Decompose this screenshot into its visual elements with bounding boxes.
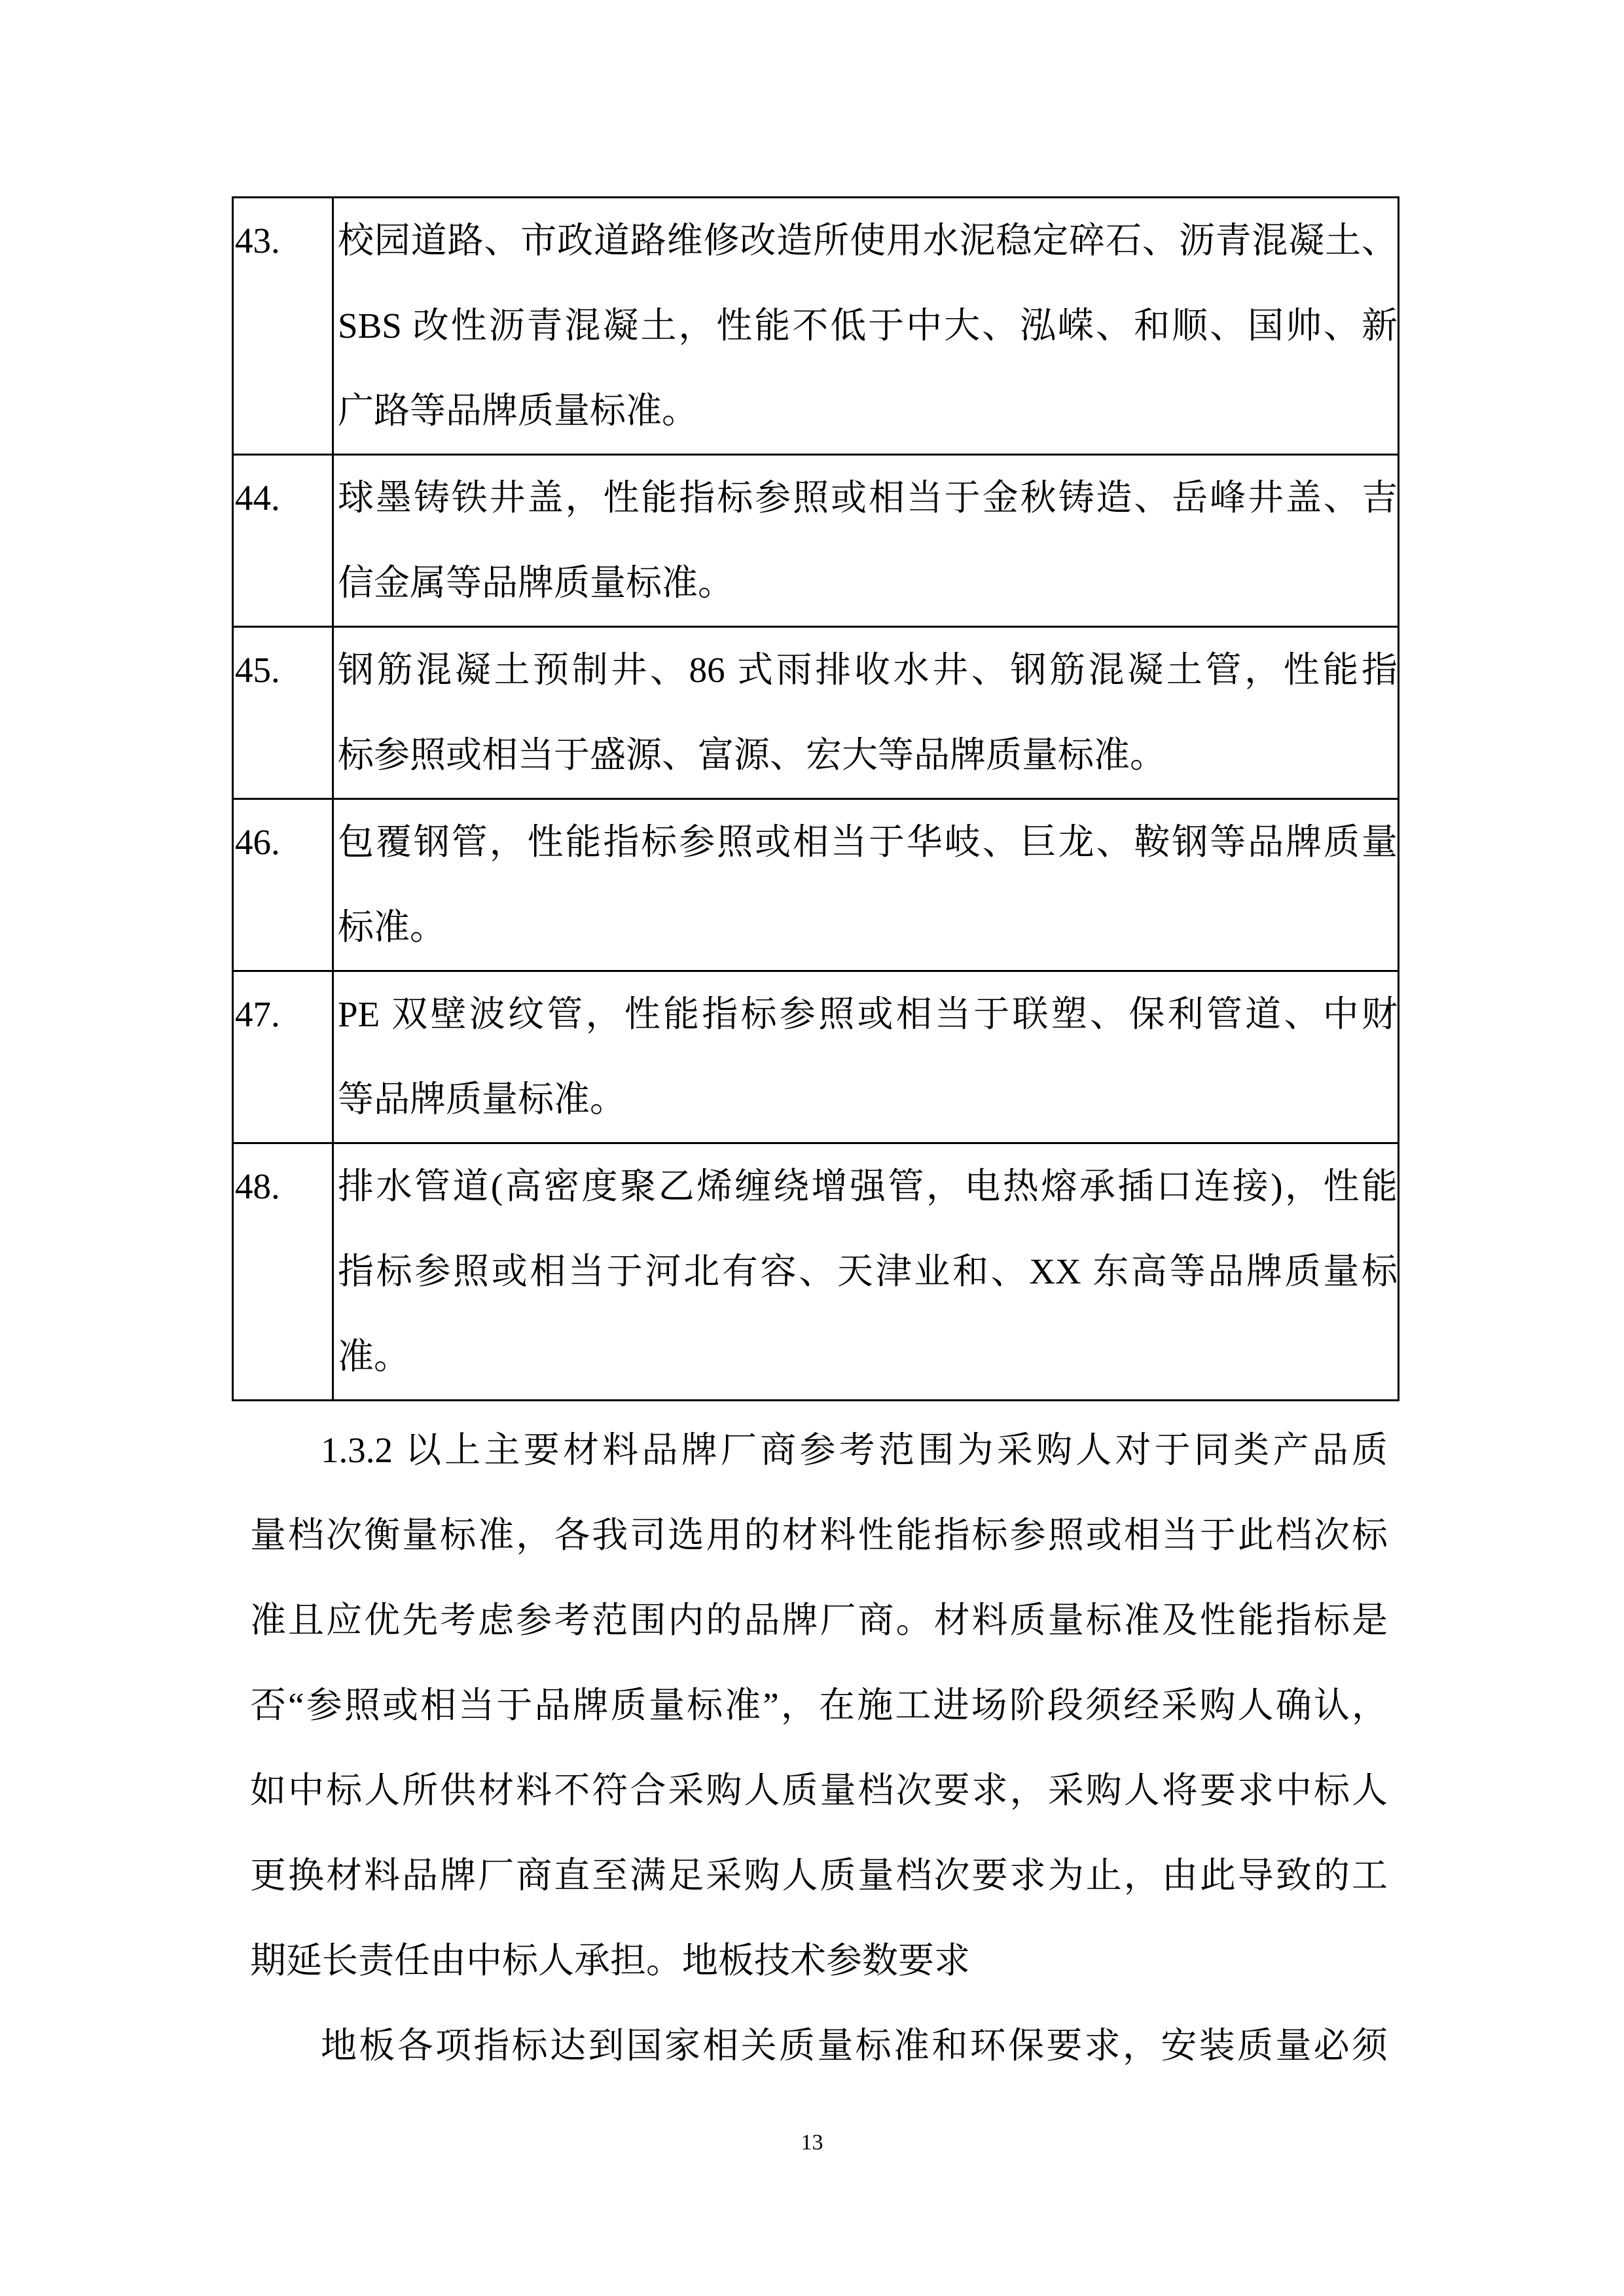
text-line: 期延长责任由中标人承担。地板技术参数要求 bbox=[250, 1941, 971, 1981]
text-line: PE 双壁波纹管，性能指标参照或相当于联塑、保利管道、中财 bbox=[338, 994, 1398, 1034]
text-line: 指标参照或相当于河北有容、天津业和、XX 东高等品牌质量标 bbox=[338, 1251, 1398, 1291]
materials-brand-table bbox=[232, 196, 1399, 1401]
text-line: 等品牌质量标准。 bbox=[338, 1079, 626, 1119]
text-line: 广路等品牌质量标准。 bbox=[338, 391, 698, 431]
item-number: 44. bbox=[233, 455, 333, 627]
text-line: 地板各项指标达到国家相关质量标准和环保要求，安装质量必须 bbox=[321, 2026, 1388, 2066]
item-description bbox=[333, 198, 1399, 455]
table-row bbox=[233, 799, 1399, 971]
text-line: 1.3.2 以上主要材料品牌厂商参考范围为采购人对于同类产品质 bbox=[321, 1430, 1388, 1470]
text-line: 否“参照或相当于品牌质量标准”，在施工进场阶段须经采购人确认， bbox=[250, 1685, 1388, 1725]
text-line: 球墨铸铁井盖，性能指标参照或相当于金秋铸造、岳峰井盖、吉 bbox=[338, 478, 1398, 518]
text-line: 更换材料品牌厂商直至满足采购人质量档次要求为止，由此导致的工 bbox=[250, 1856, 1388, 1895]
item-description bbox=[333, 971, 1399, 1143]
text-line: 钢筋混凝土预制井、86 式雨排收水井、钢筋混凝土管，性能指 bbox=[338, 650, 1398, 690]
body-text bbox=[250, 1408, 1388, 2089]
text-line: 排水管道(高密度聚乙烯缠绕增强管，电热熔承插口连接)，性能 bbox=[338, 1166, 1398, 1206]
item-number: 46. bbox=[233, 799, 333, 971]
text-line: 量档次衡量标准，各我司选用的材料性能指标参照或相当于此档次标 bbox=[250, 1515, 1388, 1555]
item-number: 43. bbox=[233, 198, 333, 455]
paragraph-2 bbox=[250, 2003, 1388, 2089]
item-description bbox=[333, 627, 1399, 799]
table-row bbox=[233, 455, 1399, 627]
paragraph-1 bbox=[250, 1408, 1388, 2003]
table-row bbox=[233, 627, 1399, 799]
text-line: 信金属等品牌质量标准。 bbox=[338, 563, 734, 603]
item-number: 48. bbox=[233, 1143, 333, 1401]
text-line: 准。 bbox=[338, 1336, 410, 1376]
text-line: SBS 改性沥青混凝土，性能不低于中大、泓嵘、和顺、国帅、新 bbox=[338, 306, 1398, 346]
table-row bbox=[233, 1143, 1399, 1401]
item-number: 45. bbox=[233, 627, 333, 799]
item-number: 47. bbox=[233, 971, 333, 1143]
text-line: 包覆钢管，性能指标参照或相当于华岐、巨龙、鞍钢等品牌质量 bbox=[338, 822, 1398, 862]
item-description bbox=[333, 799, 1399, 971]
text-line: 准且应优先考虑参考范围内的品牌厂商。材料质量标准及性能指标是 bbox=[250, 1600, 1388, 1640]
text-line: 校园道路、市政道路维修改造所使用水泥稳定碎石、沥青混凝土、 bbox=[338, 221, 1398, 260]
table-row bbox=[233, 198, 1399, 455]
item-description bbox=[333, 1143, 1399, 1401]
text-line: 标参照或相当于盛源、富源、宏大等品牌质量标准。 bbox=[338, 735, 1166, 775]
text-line: 如中标人所供材料不符合采购人质量档次要求，采购人将要求中标人 bbox=[250, 1770, 1388, 1810]
item-description bbox=[333, 455, 1399, 627]
text-line: 标准。 bbox=[338, 907, 446, 947]
page-number: 13 bbox=[801, 2130, 823, 2155]
table-row bbox=[233, 971, 1399, 1143]
